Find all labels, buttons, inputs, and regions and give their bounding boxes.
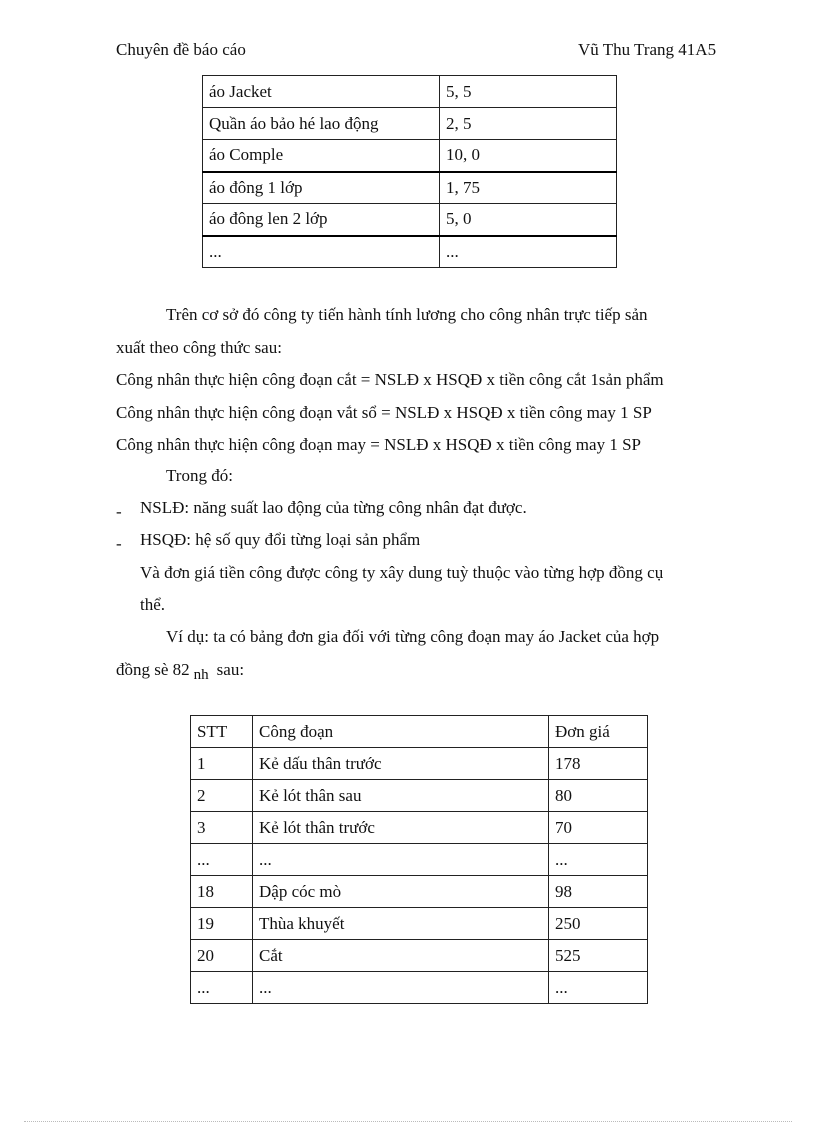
price-cell: 250 xyxy=(549,908,648,940)
unit-price-table xyxy=(190,715,648,1004)
coefficient-cell: 10, 0 xyxy=(440,140,617,172)
stage-cell: Cắt xyxy=(253,940,549,972)
table-row xyxy=(191,780,648,812)
formula-cut: Công nhân thực hiện công đoạn cắt = NSLĐ x HSQĐ x tiền công cắt 1sản phẩm xyxy=(116,370,664,389)
table-row xyxy=(191,812,648,844)
coefficient-cell: 1, 75 xyxy=(440,172,617,204)
table-row xyxy=(203,204,617,236)
formula-overlock: Công nhân thực hiện công đoạn vắt sổ = NSLĐ x HSQĐ x tiền công may 1 SP xyxy=(116,403,652,422)
paragraph-line: Ví dụ: ta có bảng đơn gia đối với từng công đoạn may áo Jacket của hợp xyxy=(166,627,660,646)
table-row xyxy=(203,172,617,204)
header-left: Chuyên đề báo cáo xyxy=(116,40,246,59)
stt-cell: 20 xyxy=(191,940,253,972)
bullet-mark: - xyxy=(116,534,122,553)
stt-cell: 19 xyxy=(191,908,253,940)
table-row xyxy=(203,76,617,108)
coefficient-cell: 5, 0 xyxy=(440,204,617,236)
page-bottom-divider xyxy=(24,1121,792,1122)
paragraph-line: Trong đó: xyxy=(166,466,233,485)
paragraph-line xyxy=(116,660,245,683)
stage-cell: Thùa khuyết xyxy=(253,908,549,940)
table-row xyxy=(203,140,617,172)
paragraph-line: thể. xyxy=(140,595,166,614)
table-row xyxy=(191,940,648,972)
product-cell: ... xyxy=(203,236,440,268)
bullet-item: HSQĐ: hệ số quy đổi từng loại sản phẩm xyxy=(140,530,421,549)
stt-cell: ... xyxy=(191,972,253,1004)
stage-cell: ... xyxy=(253,972,549,1004)
stt-cell: 18 xyxy=(191,876,253,908)
column-header: Công đoạn xyxy=(253,716,549,748)
coefficient-table xyxy=(202,75,617,268)
bullet-mark: - xyxy=(116,502,122,521)
coefficient-cell: ... xyxy=(440,236,617,268)
price-cell: 80 xyxy=(549,780,648,812)
table-row xyxy=(203,236,617,268)
header-right: Vũ Thu Trang 41A5 xyxy=(578,40,717,59)
paragraph-line: Và đơn giá tiền công được công ty xây dung tuỳ thuộc vào từng hợp đồng cụ xyxy=(140,563,664,582)
stt-cell: 2 xyxy=(191,780,253,812)
stt-cell: 3 xyxy=(191,812,253,844)
table-row xyxy=(191,876,648,908)
subscript-text: nh xyxy=(193,667,209,683)
price-cell: 525 xyxy=(549,940,648,972)
product-cell: áo đông 1 lớp xyxy=(203,172,440,204)
stt-cell: ... xyxy=(191,844,253,876)
column-header: STT xyxy=(191,716,253,748)
price-cell: 98 xyxy=(549,876,648,908)
table-row xyxy=(191,908,648,940)
product-cell: áo đông len 2 lớp xyxy=(203,204,440,236)
stage-cell: Kẻ lót thân trước xyxy=(253,812,549,844)
stage-cell: ... xyxy=(253,844,549,876)
stt-cell: 1 xyxy=(191,748,253,780)
product-cell: áo Comple xyxy=(203,140,440,172)
coefficient-cell: 5, 5 xyxy=(440,76,617,108)
coefficient-cell: 2, 5 xyxy=(440,108,617,140)
price-cell: ... xyxy=(549,972,648,1004)
stage-cell: Dập cóc mò xyxy=(253,876,549,908)
table-row xyxy=(203,108,617,140)
table-row xyxy=(191,844,648,876)
price-cell: 70 xyxy=(549,812,648,844)
stage-cell: Kẻ lót thân sau xyxy=(253,780,549,812)
product-cell: Quần áo bảo hé lao động xyxy=(203,108,440,140)
paragraph-line: Trên cơ sở đó công ty tiến hành tính lương cho công nhân trực tiếp sản xyxy=(166,305,648,324)
stage-cell: Kẻ dấu thân trước xyxy=(253,748,549,780)
column-header: Đơn giá xyxy=(549,716,648,748)
table-row xyxy=(191,748,648,780)
formula-sew: Công nhân thực hiện công đoạn may = NSLĐ x HSQĐ x tiền công may 1 SP xyxy=(116,435,641,454)
price-cell: 178 xyxy=(549,748,648,780)
table-header-row xyxy=(191,716,648,748)
text-run: đồng sè 82 xyxy=(116,660,190,679)
bullet-item: NSLĐ: năng suất lao động của từng công nhân đạt được. xyxy=(140,498,527,517)
text-run: sau: xyxy=(216,660,245,679)
product-cell: áo Jacket xyxy=(203,76,440,108)
paragraph-line: xuất theo công thức sau: xyxy=(116,338,282,357)
price-cell: ... xyxy=(549,844,648,876)
table-row xyxy=(191,972,648,1004)
